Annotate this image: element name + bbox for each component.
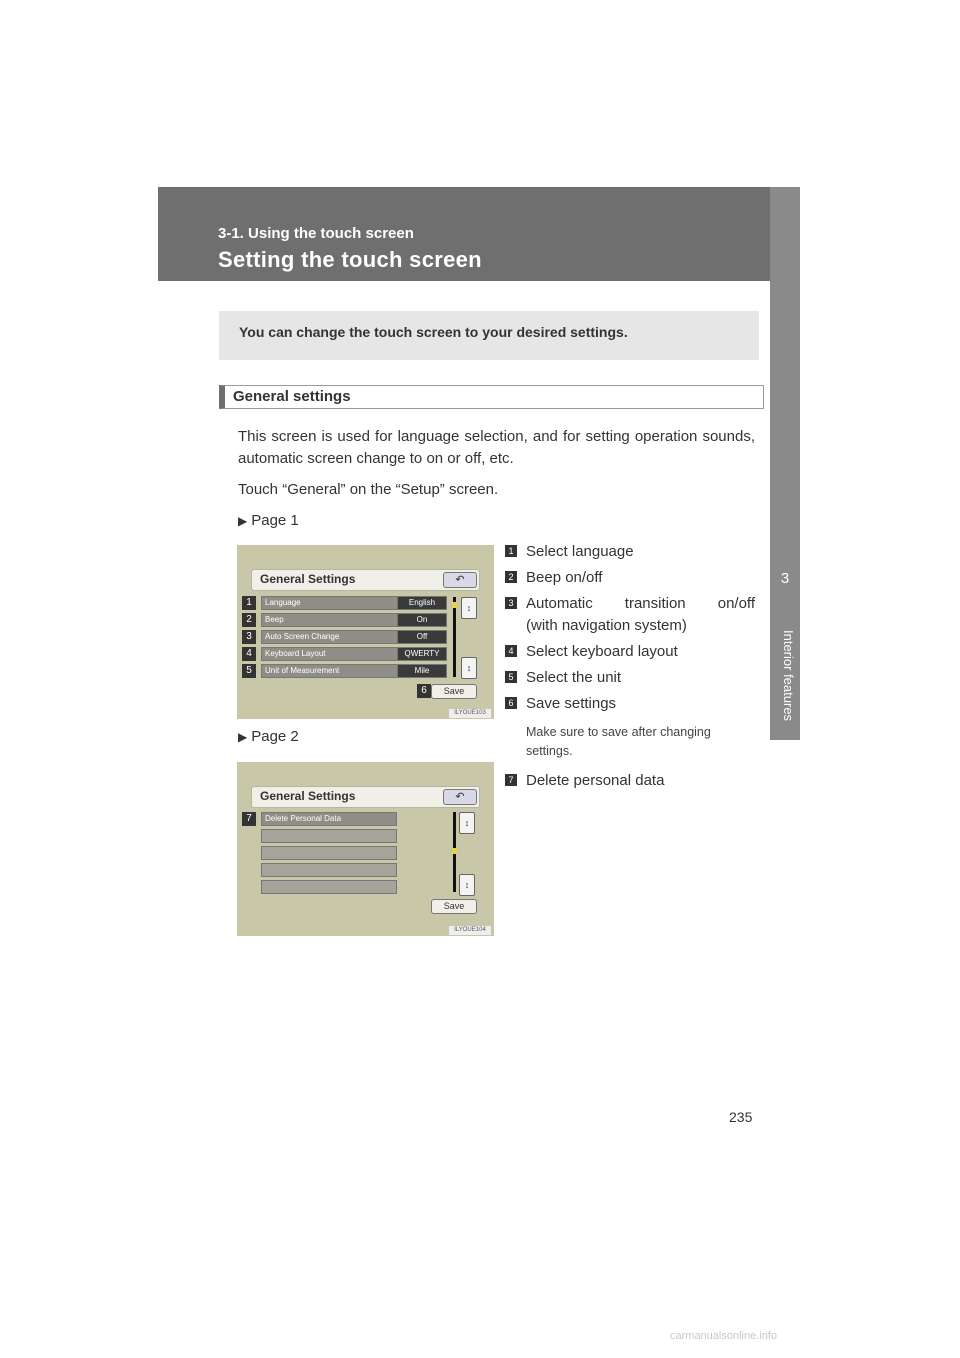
save-note: Make sure to save after changing settings. (526, 725, 711, 758)
scroll-down-icon: ↕ (459, 874, 475, 896)
setting-row-language: Language (261, 596, 399, 610)
callout-badge: 5 (242, 664, 256, 678)
section-label: 3-1. Using the touch screen (218, 225, 414, 242)
setting-value-unit: Mile (397, 664, 447, 678)
callout-badge: 2 (242, 613, 256, 627)
body-paragraph: This screen is used for language selection, and for setting operation sounds, automatic screen change to on or off, etc. (238, 428, 755, 467)
scroll-track (453, 597, 456, 677)
triangle-right-icon: ▶ (238, 514, 248, 528)
empty-row (261, 880, 397, 894)
instruction-text: Touch “General” on the “Setup” screen. (238, 481, 499, 498)
setting-row-unit: Unit of Measurement (261, 664, 399, 678)
figure-code: ILYOUE104 (449, 926, 491, 935)
subheading-box (219, 385, 764, 409)
chapter-header (158, 187, 800, 281)
save-button: Save (431, 684, 477, 699)
triangle-right-icon: ▶ (238, 730, 248, 744)
setting-row-auto-screen-change: Auto Screen Change (261, 630, 399, 644)
empty-row (261, 829, 397, 843)
page-number: 235 (729, 1109, 753, 1125)
setting-value-keyboard-layout: QWERTY (397, 647, 447, 661)
callout-badge: 6 (417, 684, 431, 698)
page2-label: ▶ Page 2 (238, 728, 299, 745)
setting-value-auto-screen-change: Off (397, 630, 447, 644)
chapter-number: 3 (780, 570, 790, 587)
empty-row (261, 846, 397, 860)
subheading-text: General settings (233, 388, 351, 405)
page1-label: ▶ Page 1 (238, 512, 299, 529)
callout-badge: 4 (242, 647, 256, 661)
scroll-thumb (452, 848, 457, 854)
back-arrow-icon: ↶ (443, 789, 477, 805)
intro-text: You can change the touch screen to your desired settings. (239, 324, 628, 340)
setting-row-delete-personal-data: Delete Personal Data (261, 812, 397, 826)
screen-title: General Settings (260, 789, 356, 803)
scroll-down-icon: ↕ (461, 657, 477, 679)
callout-badge: 7 (242, 812, 256, 826)
empty-row (261, 863, 397, 877)
screenshot-page1 (237, 545, 494, 719)
setting-value-language: English (397, 596, 447, 610)
figure-code: ILYOUE103 (449, 709, 491, 718)
setting-row-beep: Beep (261, 613, 399, 627)
screenshot-page2 (237, 762, 494, 936)
screen-title: General Settings (260, 572, 356, 586)
setting-value-beep: On (397, 613, 447, 627)
chapter-tab-label: Interior features (781, 630, 796, 722)
setting-row-keyboard-layout: Keyboard Layout (261, 647, 399, 661)
save-button: Save (431, 899, 477, 914)
callout-badge: 1 (242, 596, 256, 610)
intro-box (219, 311, 759, 360)
back-arrow-icon: ↶ (443, 572, 477, 588)
watermark-text: carmanualsonline.info (670, 1330, 778, 1342)
scroll-thumb (452, 602, 457, 608)
scroll-up-icon: ↕ (459, 812, 475, 834)
page-title: Setting the touch screen (218, 247, 482, 272)
scroll-up-icon: ↕ (461, 597, 477, 619)
callout-badge: 3 (242, 630, 256, 644)
